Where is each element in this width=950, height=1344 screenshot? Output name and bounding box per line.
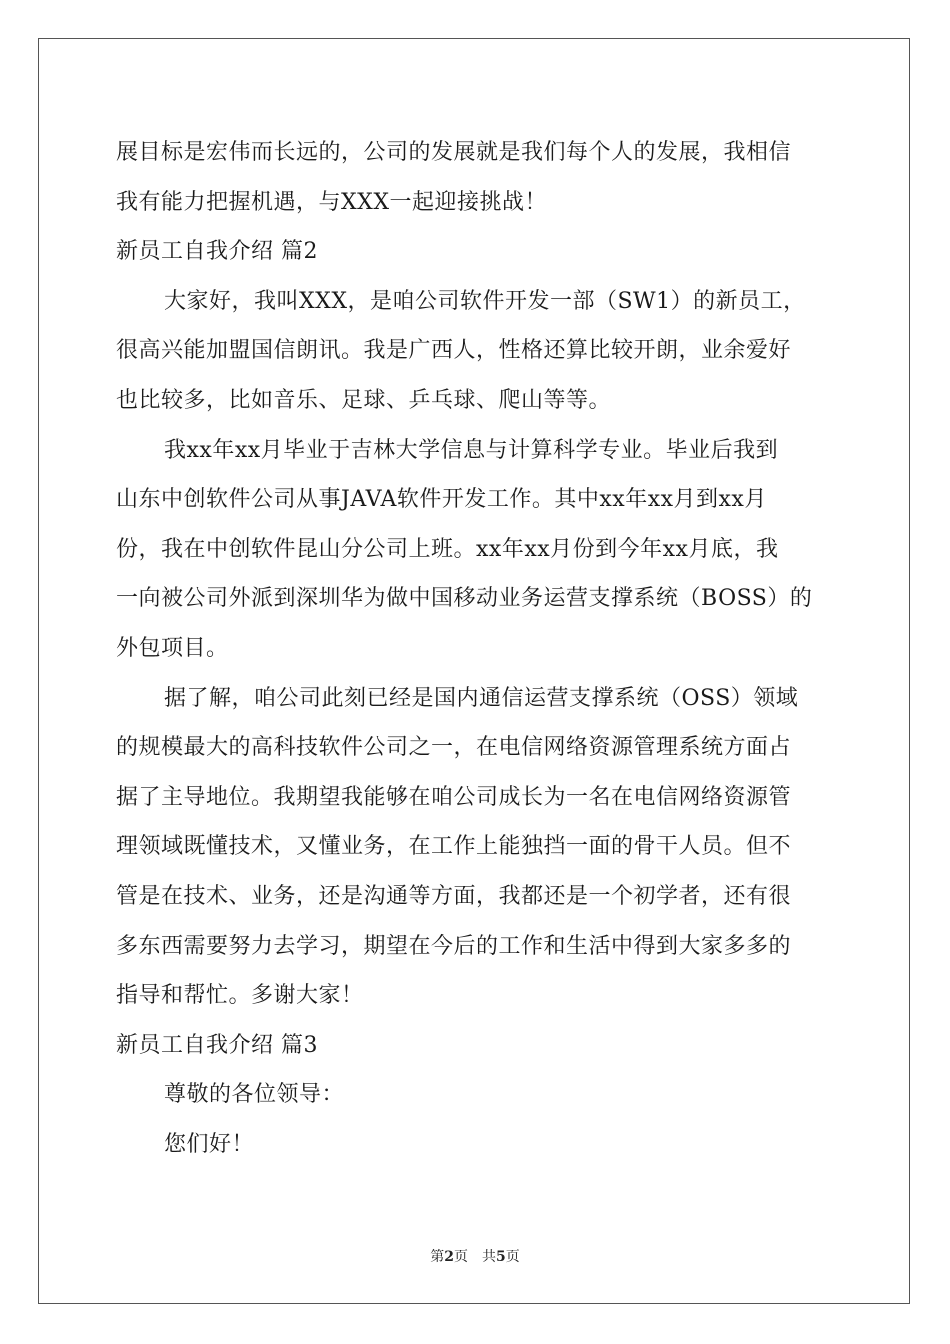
text-line: 您们好！ xyxy=(164,1131,255,1157)
text-line: 多东西需要努力去学习，期望在今后的工作和生活中得到大家多多的 xyxy=(116,933,792,959)
page-mid: 页 共 xyxy=(454,1249,496,1265)
text-line: 很高兴能加盟国信朗讯。我是广西人，性格还算比较开朗，业余爱好 xyxy=(116,338,792,364)
page-prefix: 第 xyxy=(430,1249,445,1265)
text-line: 份，我在中创软件昆山分公司上班。xx年xx月份到今年xx月底，我 xyxy=(116,536,779,562)
text-line: 也比较多，比如音乐、足球、乒乓球、爬山等等。 xyxy=(116,387,612,413)
text-line: 山东中创软件公司从事JAVA软件开发工作。其中xx年xx月到xx月 xyxy=(116,487,767,513)
current-page-number: 2 xyxy=(444,1249,454,1265)
total-pages-number: 5 xyxy=(496,1249,506,1265)
text-line: 我有能力把握机遇，与XXX一起迎接挑战！ xyxy=(116,189,547,215)
text-line: 的规模最大的高科技软件公司之一，在电信网络资源管理系统方面占 xyxy=(116,735,792,761)
text-line: 我xx年xx月毕业于吉林大学信息与计算科学专业。毕业后我到 xyxy=(164,437,779,463)
text-line: 大家好，我叫XXX，是咱公司软件开发一部（SW1）的新员工， xyxy=(164,288,806,314)
document-body xyxy=(116,128,836,1169)
text-line: 管是在技术、业务，还是沟通等方面，我都还是一个初学者，还有很 xyxy=(116,883,792,909)
text-line: 一向被公司外派到深圳华为做中国移动业务运营支撑系统（BOSS）的 xyxy=(116,586,813,612)
page-suffix: 页 xyxy=(505,1249,520,1265)
text-line: 展目标是宏伟而长远的，公司的发展就是我们每个人的发展，我相信 xyxy=(116,140,792,165)
text-line: 据了解，咱公司此刻已经是国内通信运营支撑系统（OSS）领域 xyxy=(164,685,799,711)
text-line: 外包项目。 xyxy=(116,635,229,661)
section-heading: 新员工自我介绍 篇3 xyxy=(116,1032,318,1058)
text-line: 指导和帮忙。多谢大家！ xyxy=(116,983,364,1009)
text-line: 尊敬的各位领导： xyxy=(164,1082,345,1108)
text-line: 理领域既懂技术，又懂业务，在工作上能独挡一面的骨干人员。但不 xyxy=(116,834,792,860)
page-footer xyxy=(0,1246,950,1266)
text-line: 据了主导地位。我期望我能够在咱公司成长为一名在电信网络资源管 xyxy=(116,784,792,810)
section-heading: 新员工自我介绍 篇2 xyxy=(116,239,318,265)
